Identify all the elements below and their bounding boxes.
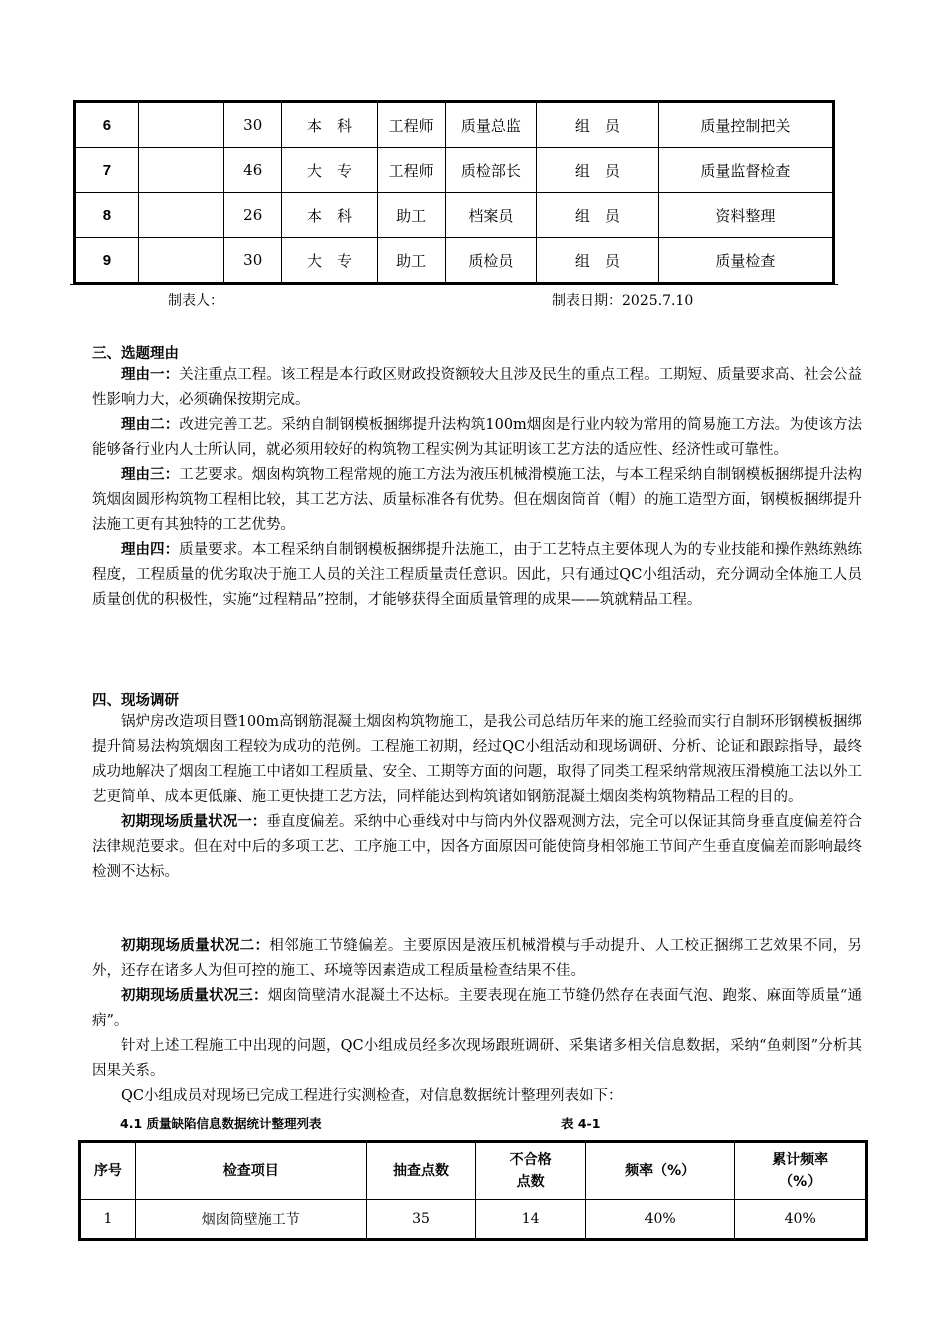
table-cell: 1 bbox=[80, 1200, 136, 1240]
member-age: 30 bbox=[224, 102, 282, 148]
table-number: 表 4-1 bbox=[561, 1116, 601, 1131]
member-role: 组 员 bbox=[537, 193, 659, 238]
member-education: 大 专 bbox=[282, 238, 378, 284]
member-no: 8 bbox=[75, 193, 139, 238]
member-duty: 质量检查 bbox=[658, 238, 833, 284]
status-lead: 初期现场质量状况二： bbox=[121, 938, 270, 954]
section-4-title: 四、现场调研 bbox=[92, 693, 179, 709]
member-name bbox=[138, 148, 224, 193]
table-row bbox=[80, 1200, 867, 1240]
table-header-row bbox=[80, 1142, 867, 1200]
reason-4 bbox=[92, 538, 862, 613]
table-cell: 烟囱筒壁施工节 bbox=[135, 1200, 366, 1240]
table-row bbox=[75, 102, 834, 148]
table-row bbox=[75, 238, 834, 284]
member-name bbox=[138, 102, 224, 148]
table-date: 制表日期：2025.7.10 bbox=[552, 293, 694, 309]
col-header: 序号 bbox=[80, 1142, 136, 1200]
status-lead: 初期现场质量状况三： bbox=[121, 988, 268, 1004]
member-age: 26 bbox=[224, 193, 282, 238]
col-header: 频率（%） bbox=[585, 1142, 734, 1200]
col-header: 抽查点数 bbox=[366, 1142, 476, 1200]
col-header: 检查项目 bbox=[135, 1142, 366, 1200]
reason-3 bbox=[92, 463, 862, 538]
member-role: 组 员 bbox=[537, 148, 659, 193]
table-cell: 40% bbox=[585, 1200, 734, 1240]
member-table bbox=[73, 100, 835, 285]
reason-1 bbox=[92, 363, 862, 413]
member-role: 组 员 bbox=[537, 238, 659, 284]
col-header: 不合格 点数 bbox=[476, 1142, 586, 1200]
reason-text: 关注重点工程。该工程是本行政区财政投资额较大且涉及民生的重点工程。工期短、质量要求高、社会公益性影响力大，必须确保按期完成。 bbox=[92, 367, 863, 408]
reason-lead: 理由一： bbox=[121, 367, 180, 383]
status-text: 相邻施工节缝偏差。主要原因是液压机械滑模与手动提升、人工校正捆绑工艺效果不同，另外，还存在诸多人为但可控的施工、环境等因素造成工程质量检查结果不佳。 bbox=[92, 938, 862, 979]
member-title: 工程师 bbox=[377, 102, 445, 148]
table-maker: 制表人： bbox=[168, 293, 224, 309]
reason-text: 质量要求。本工程采纳自制钢模板捆绑提升法施工，由于工艺特点主要体现人为的专业技能和操作熟练熟练程度，工程质量的优劣取决于施工人员的关注工程质量责任意识。因此，只有通过QC小组活动，充分调动全体施工人员质量创优的积极性，实施“过程精品”控制，才能够获得全面质量管理的成果——筑就精品工程。 bbox=[92, 542, 863, 608]
member-age: 30 bbox=[224, 238, 282, 284]
reason-lead: 理由四： bbox=[121, 542, 180, 558]
member-duty: 资料整理 bbox=[658, 193, 833, 238]
defect-table bbox=[78, 1140, 868, 1241]
reason-text: 工艺要求。烟囱构筑物工程常规的施工方法为液压机械滑模施工法，与本工程采纳自制钢模板捆绑提升法构筑烟囱圆形构筑物工程相比较，其工艺方法、质量标准各有优势。但在烟囱筒首（帽）的施工造型方面，钢模板捆绑提升法施工更有其独特的工艺优势。 bbox=[92, 467, 863, 533]
section-3-title: 三、选题理由 bbox=[92, 346, 179, 362]
table-row bbox=[75, 193, 834, 238]
member-post: 质检员 bbox=[445, 238, 537, 284]
table-row bbox=[75, 148, 834, 193]
member-title: 工程师 bbox=[377, 148, 445, 193]
inspection-paragraph: QC小组成员对现场已完成工程进行实测检查，对信息数据统计整理列表如下： bbox=[121, 1088, 623, 1104]
section-4-body bbox=[92, 710, 862, 885]
member-age: 46 bbox=[224, 148, 282, 193]
status-3 bbox=[92, 984, 862, 1034]
status-1 bbox=[92, 810, 862, 885]
status-2 bbox=[92, 934, 862, 984]
status-lead: 初期现场质量状况一： bbox=[121, 814, 267, 830]
member-name bbox=[138, 238, 224, 284]
section-3-body bbox=[92, 363, 862, 613]
member-education: 本 科 bbox=[282, 102, 378, 148]
member-post: 档案员 bbox=[445, 193, 537, 238]
table-caption: 4.1 质量缺陷信息数据统计整理列表 bbox=[120, 1116, 322, 1131]
member-title: 助工 bbox=[377, 193, 445, 238]
table-cell: 40% bbox=[735, 1200, 867, 1240]
member-duty: 质量控制把关 bbox=[658, 102, 833, 148]
col-header: 累计频率 （%） bbox=[735, 1142, 867, 1200]
member-post: 质量总监 bbox=[445, 102, 537, 148]
member-post: 质检部长 bbox=[445, 148, 537, 193]
member-duty: 质量监督检查 bbox=[658, 148, 833, 193]
section-4-intro: 锅炉房改造项目暨100m高钢筋混凝土烟囱构筑物施工，是我公司总结历年来的施工经验而实行自制环形钢模板捆绑提升简易法构筑烟囱工程较为成功的范例。工程施工初期，经过QC小组活动和现场调研、分析、论证和跟踪指导，最终成功地解决了烟囱工程施工中诸如工程质量、安全、工期等方面的问题，取得了同类工程采纳常规液压滑模施工法以外工艺更简单、成本更低廉、施工更快捷工艺方法，同样能达到构筑诸如钢筋混凝土烟囱类构筑物精品工程的目的。 bbox=[92, 714, 862, 805]
member-education: 本 科 bbox=[282, 193, 378, 238]
member-no: 7 bbox=[75, 148, 139, 193]
section-4-body-2 bbox=[92, 934, 862, 1109]
member-name bbox=[138, 193, 224, 238]
table-bottom-rule bbox=[70, 284, 838, 285]
member-title: 助工 bbox=[377, 238, 445, 284]
status-text: 垂直度偏差。采纳中心垂线对中与筒内外仪器观测方法，完全可以保证其筒身垂直度偏差符合法律规范要求。但在对中后的多项工艺、工序施工中，因各方面原因可能使筒身相邻施工节间产生垂直度偏差而影响最终检测不达标。 bbox=[92, 814, 863, 880]
reason-text: 改进完善工艺。采纳自制钢模板捆绑提升法构筑100m烟囱是行业内较为常用的简易施工方法。为使该方法能够备行业内人士所认同，就必须用较好的构筑物工程实例为其证明该工艺方法的适应性、经济性或可靠性。 bbox=[92, 417, 863, 458]
reason-lead: 理由二： bbox=[121, 417, 180, 433]
member-education: 大 专 bbox=[282, 148, 378, 193]
table-cell: 14 bbox=[476, 1200, 586, 1240]
member-no: 9 bbox=[75, 238, 139, 284]
member-no: 6 bbox=[75, 102, 139, 148]
table-cell: 35 bbox=[366, 1200, 476, 1240]
reason-lead: 理由三： bbox=[121, 467, 180, 483]
analysis-paragraph: 针对上述工程施工中出现的问题，QC小组成员经多次现场跟班调研、采集诸多相关信息数据，采纳“鱼刺图”分析其因果关系。 bbox=[92, 1038, 862, 1079]
reason-2 bbox=[92, 413, 862, 463]
member-role: 组 员 bbox=[537, 102, 659, 148]
status-text: 烟囱筒壁清水混凝土不达标。主要表现在施工节缝仍然存在表面气泡、跑浆、麻面等质量“通病”。 bbox=[92, 988, 862, 1029]
